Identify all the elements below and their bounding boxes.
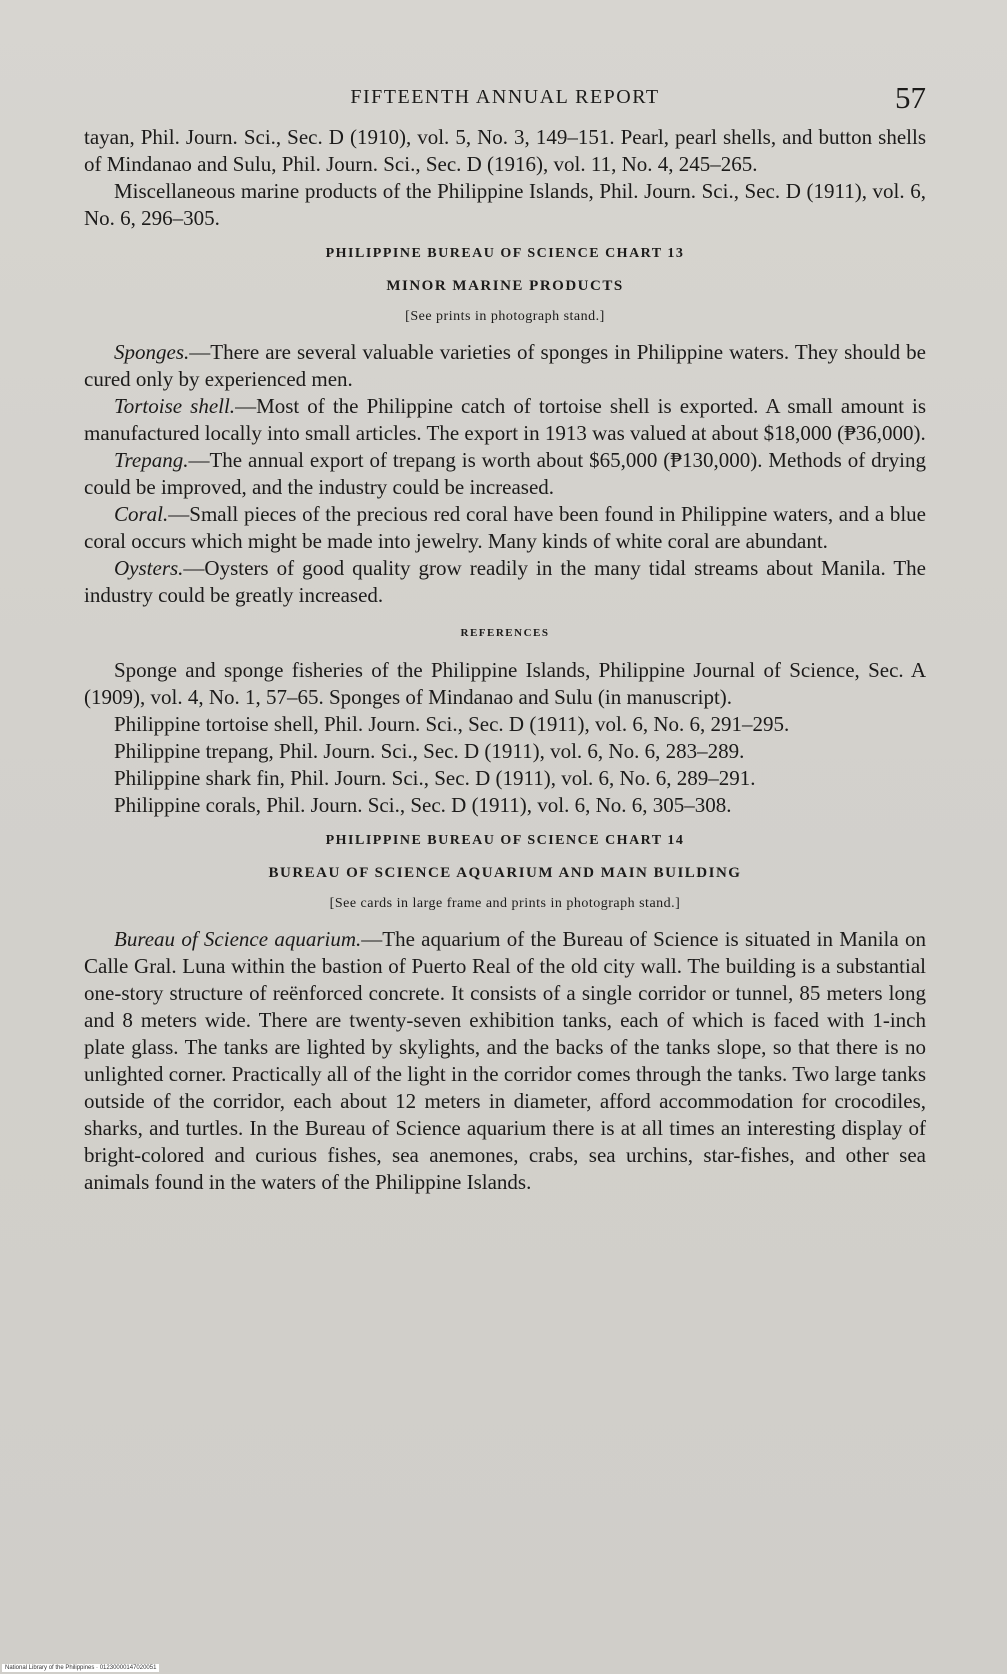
chart-13-title: PHILIPPINE BUREAU OF SCIENCE CHART 13 — [325, 246, 685, 261]
reference-item: Philippine shark fin, Phil. Journ. Sci., Sec. D (1911), vol. 6, No. 6, 289–291. — [114, 766, 756, 790]
paragraph-text: —Most of the Philippine catch of tortoise shell is exported. A small amount is manufactured locally into small articles. The export in 1913 was valued at about $18,000 (₱36,000). — [84, 394, 926, 445]
paragraph-aquarium — [84, 926, 926, 1196]
paragraph-text: —The annual export of trepang is worth about $65,000 (₱130,000). Methods of drying could be improved, and the industry could be increased. — [84, 448, 926, 499]
paragraph-text: —There are several valuable varieties of sponges in Philippine waters. They should be cured only by experienced men. — [84, 340, 926, 391]
paragraph-head: Coral. — [114, 502, 169, 526]
reference-item: Sponge and sponge fisheries of the Philippine Islands, Philippine Journal of Science, Sec. A (1909), vol. 4, No. 1, 57–65. Sponges of Mindanao and Sulu (in manuscript). — [84, 658, 926, 709]
chart-13-subtitle: MINOR MARINE PRODUCTS — [386, 278, 624, 294]
paragraph-sponges — [84, 339, 926, 393]
paragraph-oysters — [84, 555, 926, 609]
chart-14-title: PHILIPPINE BUREAU OF SCIENCE CHART 14 — [325, 833, 685, 848]
page-content — [84, 80, 926, 1196]
chart-13-note: [See prints in photograph stand.] — [405, 309, 605, 324]
paragraph-head: Oysters. — [114, 556, 184, 580]
chart-14-subtitle: BUREAU OF SCIENCE AQUARIUM AND MAIN BUILDING — [268, 865, 742, 881]
paragraph-text: —The aquarium of the Bureau of Science is situated in Manila on Calle Gral. Luna within the bastion of Puerto Real of the old city wall. The building is a substantial one-story structure of reënforced concrete. It consists of a single corridor or tunnel, 85 meters long and 8 meters wide. There are twenty-seven exhibition tanks, each of which is faced with 1-inch plate glass. The tanks are lighted by skylights, and the backs of the tanks slope, so that there is no unlighted corner. Practically all of the light in the corridor comes through the tanks. Two large tanks outside of the corridor, each about 12 meters in diameter, afford accommodation for crocodiles, sharks, and turtles. In the Bureau of Science aquarium there is at all times an interesting display of bright-colored and curious fishes, sea anemones, crabs, sea urchins, star-fishes, and other sea animals found in the waters of the Philippine Islands. — [84, 927, 926, 1194]
paragraph-text: —Small pieces of the precious red coral have been found in Philippine waters, and a blue coral occurs which might be made into jewelry. Many kinds of white coral are abundant. — [84, 502, 926, 553]
reference-item: Philippine tortoise shell, Phil. Journ. Sci., Sec. D (1911), vol. 6, No. 6, 291–295. — [114, 712, 790, 736]
paragraph-coral — [84, 501, 926, 555]
chart-14-note: [See cards in large frame and prints in photograph stand.] — [329, 896, 681, 911]
paragraph-head: Trepang. — [114, 448, 189, 472]
references-heading: REFERENCES — [460, 627, 550, 639]
paragraph-tortoise-shell — [84, 393, 926, 447]
page-header — [84, 80, 926, 124]
paragraph-text: —Oysters of good quality grow readily in the many tidal streams about Manila. The industry could be greatly increased. — [84, 556, 926, 607]
running-head: FIFTEENTH ANNUAL REPORT — [350, 86, 660, 108]
carryover-reference: Miscellaneous marine products of the Philippine Islands, Phil. Journ. Sci., Sec. D (1911), vol. 6, No. 6, 296–305. — [84, 179, 926, 230]
scan-footer: National Library of the Philippines · 01230000147020051 — [2, 1664, 159, 1672]
reference-item: Philippine trepang, Phil. Journ. Sci., Sec. D (1911), vol. 6, No. 6, 283–289. — [114, 739, 745, 763]
page-number: 57 — [895, 80, 926, 115]
paragraph-trepang — [84, 447, 926, 501]
reference-item: Philippine corals, Phil. Journ. Sci., Sec. D (1911), vol. 6, No. 6, 305–308. — [114, 793, 732, 817]
paragraph-head: Bureau of Science aquarium. — [114, 927, 362, 951]
carryover-reference: tayan, Phil. Journ. Sci., Sec. D (1910), vol. 5, No. 3, 149–151. Pearl, pearl shells, and button shells of Mindanao and Sulu, Phil. Journ. Sci., Sec. D (1916), vol. 11, No. 4, 245–265. — [84, 125, 926, 176]
paragraph-head: Sponges. — [114, 340, 190, 364]
paragraph-head: Tortoise shell. — [114, 394, 236, 418]
